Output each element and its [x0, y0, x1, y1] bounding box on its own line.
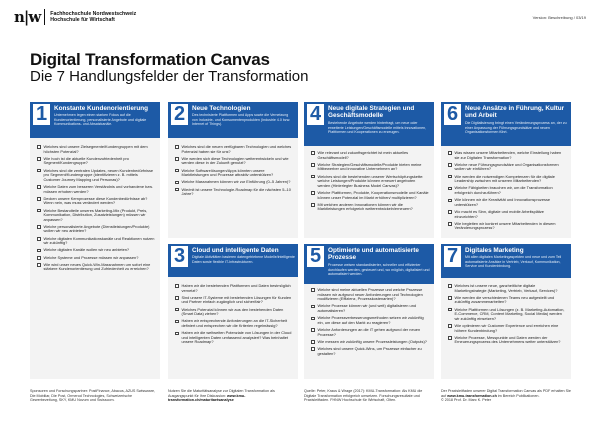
field-5-title: Optimierte und automatisierte Prozesse [328, 247, 419, 262]
question-item[interactable] [37, 145, 155, 154]
checkbox-icon [448, 210, 452, 214]
question-item[interactable] [311, 304, 429, 313]
question-item[interactable] [175, 180, 293, 185]
question-item[interactable] [175, 319, 293, 328]
question-item[interactable] [37, 209, 155, 223]
question-text: Welches sind die zentralen Updates, neuen Kundenbedürfnisse pro Segment/Kundengruppe (identifizieren z. B. mittels Customer Journey Mapping und Personas)? [43, 167, 154, 182]
checkbox-icon [175, 157, 179, 161]
checkbox-icon [311, 151, 315, 155]
checkbox-icon [175, 169, 179, 173]
field-7-number: 7 [444, 246, 461, 267]
checkbox-icon [311, 305, 315, 309]
school-department: Hochschule für Wirtschaft [50, 17, 115, 23]
checkbox-icon [448, 336, 452, 340]
question-text: Welche Prozesse, Messpunkte und Daten werden der Erneuerungsprozess des Unternehmens weiter unterstützen? [454, 334, 561, 345]
checkbox-icon [175, 332, 179, 336]
field-6-number: 6 [444, 104, 461, 125]
question-text: Mit welchen anderen Innovationen können wir die Marktleistungen erfolgreich weiterentwickeln/erneuern? [317, 201, 413, 212]
field-2-number: 2 [171, 104, 188, 125]
question-text: Welche Plattformen, Produkte, Kooperationsmodelle und Kanäle können unser Potenzial im Markt erhöhen/ multiplizieren? [317, 189, 429, 200]
question-text: Wie hoch ist die aktuelle Kundenzufriedenheit pro Segment/Kundengruppe? [43, 155, 129, 166]
checkbox-icon [37, 256, 41, 260]
question-text: Welches sind unsere Zielsegmente/Kundengruppen mit dem höchsten Potenzial? [43, 144, 148, 154]
field-7 [441, 244, 571, 379]
question-text: Welche Daten zum besseren Verständnis und vorhandene bzw. müssen erhoben werden? [43, 183, 153, 194]
field-7-questions [448, 284, 566, 348]
question-item[interactable] [448, 336, 566, 345]
question-text: Welche Massnahmen können wir zur Einführung (0–5 Jahren)? [181, 179, 291, 185]
field-2 [168, 102, 298, 238]
question-item[interactable] [37, 157, 155, 166]
checkbox-icon [37, 169, 41, 173]
question-text: Wo macht es Sinn, digitale und mobile Arbeitsplätze einzurichten? [454, 208, 544, 219]
question-text: Welche Prozesse können wir (und weit) digitalisieren und automatisieren? [317, 303, 417, 313]
checkbox-icon [37, 145, 41, 149]
checkbox-icon [448, 296, 452, 300]
footer-analysis-text: Nutzen Sie die Maturitätsanalyse zur Digitalen Transformation als Ausgangspunkt für Ihre Diskussion: [168, 389, 275, 398]
question-item[interactable] [448, 186, 566, 195]
checkbox-icon [448, 284, 452, 288]
checkbox-icon [311, 340, 315, 344]
question-text: Wie wird unser neues Quick-Win-Massnahmen um sofort eine stärkere Kundenorientierung und Zufriedenheit zu erreichen? [43, 261, 151, 272]
question-item[interactable] [448, 222, 566, 231]
field-1-description: Unternehmen legen einen starken Fokus auf die Kundenorientierung, personalisierte Angebote und digitale Kommunikations- und Absatzkanäle. [54, 113, 147, 126]
question-text: Wie werden sich diese Technologien weiterentwickeln und wie werden diese in der Zukunft genutzt? [181, 155, 289, 166]
question-text: Wie können wir die Kreativität und Innovationsprozesse unterstützen? [454, 197, 551, 207]
question-item[interactable] [175, 296, 293, 305]
question-item[interactable] [37, 197, 155, 206]
checkbox-icon [311, 347, 315, 351]
checkbox-icon [37, 157, 41, 161]
checkbox-icon [311, 203, 315, 207]
checkbox-icon [175, 296, 179, 300]
page-header [14, 8, 586, 28]
question-item[interactable] [448, 151, 566, 160]
checkbox-icon [448, 151, 452, 155]
version-label: Version: Beschreibung / 03/19 [532, 15, 586, 20]
question-text: Welches sind unsere Quick-Wins, um Prozesse einfacher zu gestalten? [317, 345, 422, 356]
question-item[interactable] [175, 188, 293, 197]
question-item[interactable] [37, 169, 155, 183]
page-subtitle: Die 7 Handlungsfelder der Transformation [30, 68, 309, 85]
question-text: Welche personalisierte Angebote (Dienstleistungen/Produkte) wollen wir neu anbieten? [43, 223, 150, 234]
checkbox-icon [37, 249, 41, 253]
question-item[interactable] [448, 324, 566, 333]
field-2-questions [175, 145, 293, 199]
checkbox-icon [448, 222, 452, 226]
field-6-header [441, 102, 571, 146]
field-5-questions [311, 288, 429, 359]
question-item[interactable] [448, 296, 566, 305]
question-text: Wie begleiten wir konkret unsere Mitarbeitenden in diesem Veränderungsprozess? [454, 220, 556, 231]
question-item[interactable] [175, 331, 293, 345]
question-item[interactable] [175, 157, 293, 166]
question-item[interactable] [311, 340, 429, 345]
question-text: Haben wir die weltweiten Potenziale von Lösungen in der Cloud und intelligenten Daten umfassend analysiert? Was beinhaltet unsere Roadmap? [181, 330, 292, 345]
checkbox-icon [175, 320, 179, 324]
checkbox-icon [175, 145, 179, 149]
field-4-title: Neue digitale Strategien und Geschäftsmodelle [328, 105, 415, 120]
footer-sponsors: Sponsoren und Forschungspartner: PostFinance, Abacus, AZUS Swissware, Die Mobiliar, Die Post, Ormerod Technologies, Schweizerische Gewerbezeitung, SKY, KMU Novum und Swisscom. [30, 389, 156, 403]
question-item[interactable] [175, 145, 293, 154]
question-item[interactable] [311, 328, 429, 337]
question-item[interactable] [311, 288, 429, 302]
question-text: Haben wir die bestehenden Plattformen und Daten bestmöglich vernetzt? [181, 283, 291, 293]
question-text: Welche sind meine aktuellen Prozesse und welche Prozesse müssen wir aufgrund neuer Anforderungen und Technologien modifizieren (Effizienz, Prozesskostenarten)? [317, 287, 423, 302]
question-item[interactable] [311, 347, 429, 356]
checkbox-icon [448, 187, 452, 191]
page-title: Digital Transformation Canvas [30, 50, 270, 69]
footer-source: Quelle: Peter, Kraus & Wrage (2017): KMU-Transformation: Als KMU die Digitale Transformation erfolgreich umsetzen. Forschungsresultate und Praxisleitfaden. FHNW Hochschule für Wirtschaft, Olten. [304, 389, 423, 403]
checkbox-icon [448, 163, 452, 167]
question-item[interactable] [448, 284, 566, 293]
checkbox-icon [37, 185, 41, 189]
checkbox-icon [311, 191, 315, 195]
logo-text [50, 11, 136, 23]
question-item[interactable] [311, 316, 429, 325]
question-text: Sind unsere IT-Systeme mit bestehenden Lösungen für Kunden und Partner einfach zugänglich und sicher/fair? [181, 294, 292, 305]
question-item[interactable] [37, 248, 155, 253]
question-text: Welche Systeme und Prozesse müssen wir anpassen? [43, 254, 139, 260]
question-item[interactable] [311, 203, 429, 212]
question-text: Wie werden die verschiedenen Teams neu aufgestellt und zukünftig zusammenarbeiten? [454, 294, 555, 305]
checkbox-icon [311, 163, 315, 167]
checkbox-icon [175, 308, 179, 312]
field-4-questions [311, 151, 429, 215]
question-item[interactable] [448, 163, 566, 172]
field-3-description: Digitale Aktivitäten basieren datengetriebene Modelle/intelligente Daten sowie flexible IT-Infrastrukturen. [192, 255, 295, 264]
field-5-header [304, 244, 434, 284]
question-text: Welche digitalen Kanäle wollen wir neu anbieten? [43, 247, 130, 253]
question-text: Welche neue Führungsgrundsätze und Organisationsformen wollen wir einführen? [454, 161, 559, 172]
checkbox-icon [448, 199, 452, 203]
checkbox-icon [37, 209, 41, 213]
field-4-description: Bestehende Angebote werden hinterfragt, um neue oder erweiterte Leistungen/Geschäftsmodelle mittels Innovationen, Plattformen und Kooperationen zu erzeugen. [328, 121, 427, 134]
question-text: Welche Prozessverbesserungsmethoden setzen wir zukünftig ein, um diese auf den Markt zu reagieren? [317, 315, 424, 325]
footer-guide-suffix: im Bereich Publikationen. [497, 393, 540, 398]
checkbox-icon [37, 225, 41, 229]
field-6-description: Die Digitalisierung bringt einen Veränderungsprozess an, der zu einer Anpassung der Führungsgrundsätze und neuen Organisationsformen führt. [465, 121, 567, 134]
question-text: Haben wir entsprechende Anforderungen an die IT-Sicherheit definiert und entsprechen wir die Kriterien regelmässig? [181, 318, 288, 328]
checkbox-icon [37, 237, 41, 241]
question-item[interactable] [37, 263, 155, 272]
question-text: Welches sind die bestehenden unserer Wertschöpfungskette: welche Leistungen/Produkte können erneuert angeboten werden (Hinterlegter Business Model Canvas)? [317, 173, 424, 188]
field-1-header [30, 102, 160, 138]
checkbox-icon [448, 324, 452, 328]
field-4-header [304, 102, 434, 146]
question-text: Welches ist unsere neue, ganzheitliche digitale Marketingstrategie (Marketing, Vertrieb, Verkauf, Services)? [454, 283, 558, 293]
field-2-description: Des technisierte Plattformen und Apps sowie die Vernetzung von Industrie- und Konsumentenprodukten (Industrie 4.0 bzw. Internet of Things). [192, 113, 291, 126]
question-text: Wie werden die notwendigen Kompetenzen für die digitale Leadership zwischen mit unseren Mitarbeitenden? [454, 173, 555, 184]
field-7-title: Digitales Marketing [465, 247, 524, 254]
question-text: Welche Anforderungen an die IT gehen aufgrund der neuen Prozesse? [317, 326, 421, 337]
question-item[interactable] [37, 185, 155, 194]
checkbox-icon [37, 197, 41, 201]
field-2-title: Neue Technologien [192, 105, 251, 112]
question-item[interactable] [448, 308, 566, 322]
field-1-questions [37, 145, 155, 275]
question-item[interactable] [37, 225, 155, 234]
field-3-title: Cloud und intelligente Daten [192, 247, 279, 254]
field-5 [304, 244, 434, 379]
checkbox-icon [448, 308, 452, 312]
question-text: Decken unsere Kernprozesse diese Kundenbedürfnisse ab? Wenn nein, was muss verändert werden? [43, 195, 148, 206]
checkbox-icon [175, 188, 179, 192]
field-6-questions [448, 151, 566, 233]
question-text: Welche Strategien/Geschäftsmodelle/Produkte bieten meine Mitbewerber und innovative Unternehmen an? [317, 161, 422, 172]
question-item[interactable] [448, 175, 566, 184]
field-1-number: 1 [33, 104, 50, 125]
footer-guide-text: Der Praxisleitfaden unserer Digital Transformation Canvas als PDF erhalten Sie auf [441, 389, 571, 398]
field-3 [168, 244, 298, 379]
field-4 [304, 102, 434, 238]
field-7-description: Mit allen digitalen Marketingaspekten und neue und zum Teil automatisierte Ansätze in Vertrieb, Verkauf, Kommunikation, Service und Kundenbindung. [465, 255, 562, 268]
field-7-header [441, 244, 571, 278]
question-item[interactable] [175, 284, 293, 293]
question-text: Welche Softwarelösungen/Apps könnten unsere Marktleistungen und Prozesse attraktiv unterstützen? [181, 167, 274, 178]
logo-mark: n|w [14, 8, 41, 26]
question-text: Welche digitalen Kommunikationskanäle und Reaktionen nutzen wir zukünftig? [43, 235, 155, 246]
question-text: Welche Bestandteile unseres Marketing-Mix (Produkt, Preis, Kommunikation, Distribution, Zusatzleistungen) müssen wir anpassen? [43, 207, 148, 222]
field-6 [441, 102, 571, 238]
checkbox-icon [175, 284, 179, 288]
question-text: Wie messen wir zukünftig unsere Prozessleistungen (Outputs)? [317, 338, 427, 344]
question-item[interactable] [37, 237, 155, 246]
question-item[interactable] [175, 169, 293, 178]
field-3-questions [175, 284, 293, 348]
field-4-number: 4 [307, 104, 324, 125]
question-item[interactable] [311, 151, 429, 160]
footer-guide [441, 389, 571, 403]
guide-link[interactable]: www.kmu-transformation.ch [447, 393, 497, 398]
question-item[interactable] [37, 256, 155, 261]
question-text: Wie/mit ist unsere Technologie-Roadmap für die nächsten 5–10 Jahre? [181, 186, 291, 197]
checkbox-icon [311, 175, 315, 179]
question-text: Welche Plattformen und Lösungen (z. B. Marketing-Automation, E-Commerce, CRM, Content Marketing, Social Media) werden wir zukünftig einsetzen? [454, 306, 565, 321]
question-text: Was wissen unsere Mitarbeitenden, welche Einstellung haben sie zur Digitalen Transformation? [454, 150, 562, 160]
question-text: Wie relevant und zukunftsgerichtet ist mein aktuelles Geschäftsmodell? [317, 150, 409, 160]
question-text: Welches Potenzial können wir aus den bestehenden Daten (Smart Data) ziehen? [181, 306, 284, 317]
checkbox-icon [37, 263, 41, 267]
footer-analysis [168, 389, 296, 403]
analysis-link[interactable]: www.kmu-transformation.ch/maturitaetsanalyse [168, 393, 246, 403]
question-item[interactable] [448, 210, 566, 219]
question-item[interactable] [311, 163, 429, 172]
question-item[interactable] [175, 308, 293, 317]
checkbox-icon [311, 317, 315, 321]
checkbox-icon [311, 328, 315, 332]
school-name: Fachhochschule Nordwestschweiz [50, 10, 137, 17]
field-3-header [168, 244, 298, 277]
fhnw-logo [14, 8, 136, 26]
field-5-description: Prozesse weisen standardisierter, schneller und effizienter durchlaufen werden, gesteuert und, wo möglich, digitalisiert und automatisiert werden. [328, 263, 430, 276]
checkbox-icon [175, 181, 179, 185]
question-text: Wie optimieren wir Customer Experience und erreichen eine höhere Kundenbindung? [454, 322, 559, 333]
question-text: Welche Fähigkeiten brauchen wir, um die Transformation erfolgreich durchzuführen? [454, 185, 553, 195]
logo-divider [44, 9, 45, 25]
field-1 [30, 102, 160, 379]
field-6-title: Neue Ansätze in Führung, Kultur und Arbeit [465, 105, 565, 120]
checkbox-icon [448, 175, 452, 179]
question-item[interactable] [311, 175, 429, 189]
field-5-number: 5 [307, 246, 324, 267]
question-item[interactable] [448, 198, 566, 207]
field-1-title: Konstante Kundenorientierung [54, 105, 149, 112]
checkbox-icon [311, 288, 315, 292]
field-2-header [168, 102, 298, 138]
question-item[interactable] [311, 191, 429, 200]
copyright: © 2018 Prof. Dr. Marc K. Peter [441, 398, 492, 403]
field-3-number: 3 [171, 246, 188, 267]
question-text: Welches sind die neuen verfügbaren Technologien und welches Potenzial haben sie für uns? [181, 144, 292, 154]
